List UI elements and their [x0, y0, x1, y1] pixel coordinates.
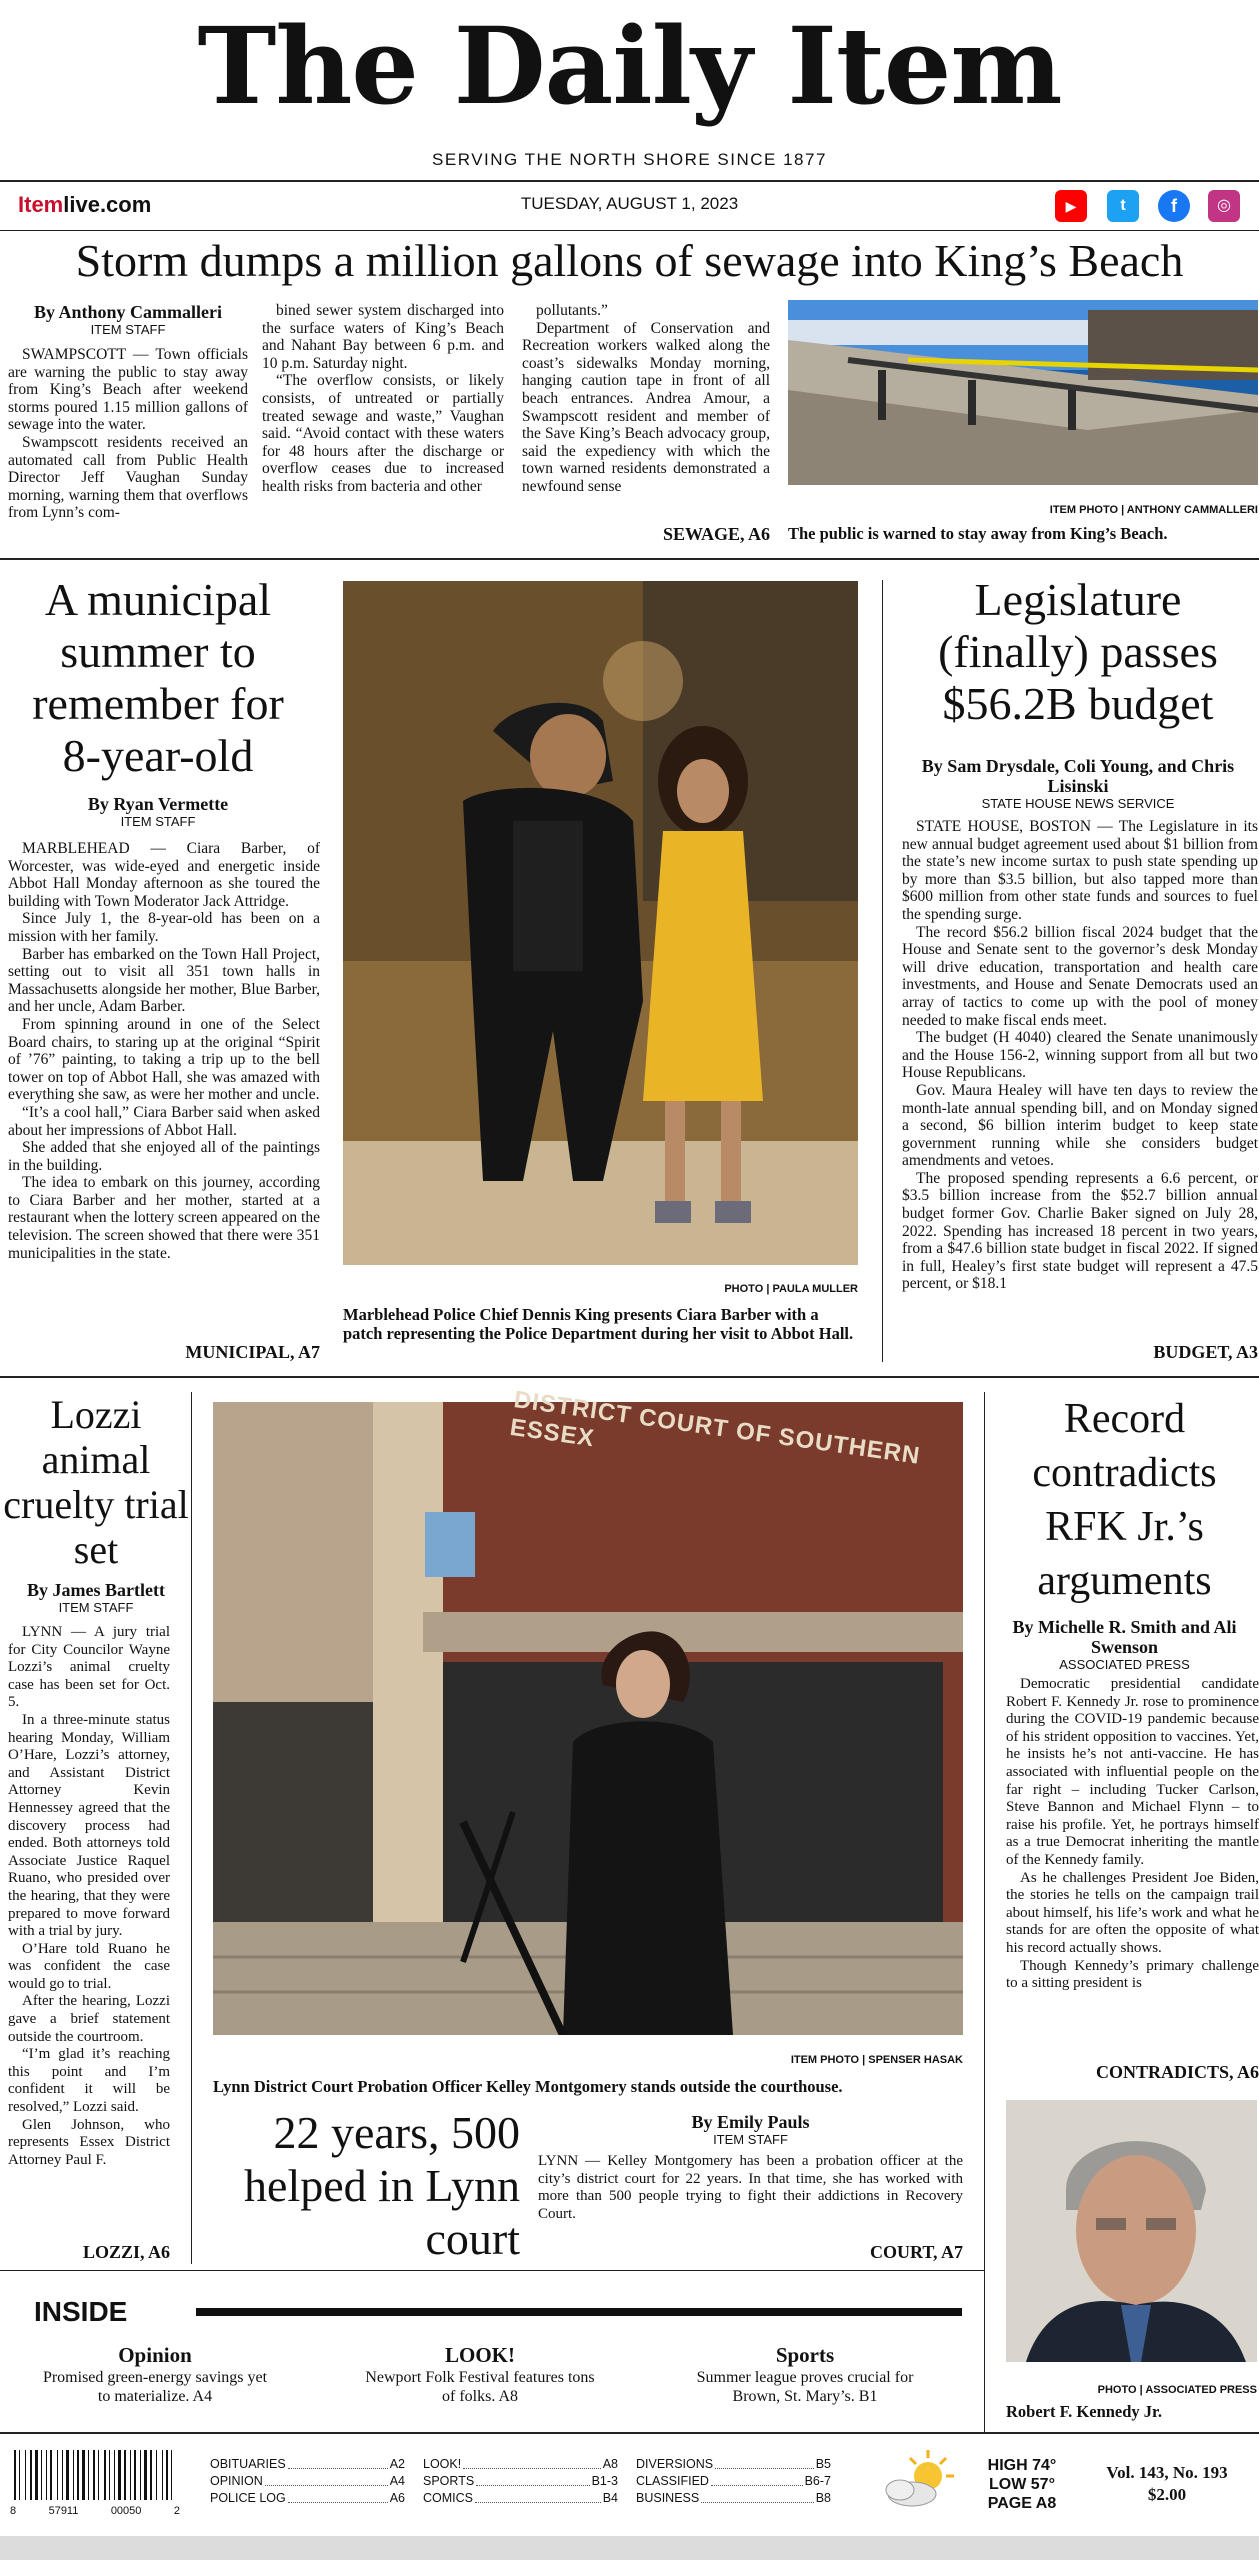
municipal-body: MARBLEHEAD — Ciara Barber, of Worcester, was wide-eyed and energetic inside Abbot Hall Monday afternoon as she toured the building with Town Moderator Jack Attridge. Since July 1, the 8-year-old has been on a mission with her family. Barber has embarked on the Town Hall Project, setting out to visit all 351 town halls in Massachusetts alongside her mother, Blue Barber, and her uncle, Adam Barber. From spinning around in one of the Select Board chairs, to staring up at the original “Spirit of ’76” painting, to taking a trip up to the bell tower on top of Abbot Hall, she was amazed with everything she saw, as were her mother and uncle. “It’s a cool hall,” Ciara Barber said when asked about her impressions of Abbot Hall. She added that she enjoyed all of the paintings in the building. The idea to embark on this journey, according to Ciara Barber and her mother, started at a restaurant when the lottery screen appeared on the television. The screen showed that there were 351 municipalities in the state.: [8, 840, 320, 1262]
youtube-icon[interactable]: ▶: [1055, 190, 1087, 222]
index-diversions[interactable]: DIVERSIONS B5: [636, 2457, 831, 2471]
lead-column-3: pollutants.” Department of Conservation and Recreation workers walked along the coast’s sidewalks Monday morning, hanging caution tape in front of all beach entrances. Andrea Amour, a Swampscott resident and member of the Save King’s Beach advocacy group, said the expediency with which the town warned residents demonstrated a newfound sense: [522, 302, 770, 495]
index-sports[interactable]: SPORTS B1-3: [423, 2474, 618, 2488]
facebook-icon[interactable]: f: [1158, 190, 1190, 222]
municipal-headline[interactable]: A municipal summer to remember for 8-year-old: [32, 574, 284, 781]
weather-summary[interactable]: [972, 2456, 1072, 2513]
volume-number: Vol. 143, No. 193: [1106, 2463, 1228, 2482]
barcode-bar: [73, 2450, 74, 2500]
lozzi-body: LYNN — A jury trial for City Councilor Wayne Lozzi’s animal cruelty case has been set for Oct. 5. In a three-minute status hearing Monday, William O’Hare, Lozzi’s attorney, and Assistant District Attorney Kevin Hennessey agreed that the discovery process had ended. Both attorneys told Associate Justice Raquel Ruano, who presided over the hearing, that they were prepared to move forward with a trial by jury. O’Hare told Ruano he was confident the case would go to trial. After the hearing, Lozzi gave a brief statement outside the courtroom. “I’m glad it’s reaching this point and I’m confident it will be resolved,” Lozzi said. Glen Johnson, who represents Essex District Attorney Paul F.: [8, 1624, 170, 2168]
rfk-headline[interactable]: Record contradicts RFK Jr.’s arguments: [1032, 1396, 1217, 1604]
barcode-bar: [118, 2450, 121, 2500]
barcode-bar: [19, 2450, 20, 2500]
barcode-bar: [46, 2450, 47, 2500]
tagline: SERVING THE NORTH SHORE SINCE 1877: [432, 150, 827, 169]
inside-item-look[interactable]: LOOK! Newport Folk Festival features tons of folks. A8: [365, 2343, 595, 2405]
lead-byline: By Anthony Cammalleri: [33, 302, 222, 322]
index-column-2: [423, 2456, 618, 2507]
inside-rule: [196, 2308, 962, 2316]
municipal-byline-title: ITEM STAFF: [120, 814, 196, 829]
budget-byline-title: STATE HOUSE NEWS SERVICE: [981, 796, 1175, 811]
lead-photo-credit: ITEM PHOTO | ANTHONY CAMMALLERI: [1049, 504, 1258, 516]
price: $2.00: [1147, 2485, 1187, 2504]
barcode-bar: [171, 2450, 172, 2500]
barcode-bar: [14, 2450, 16, 2500]
municipal-caption: Marblehead Police Chief Dennis King presents Ciara Barber with a patch representing the Police Department during her visit to Abbot Hall.: [343, 1305, 854, 1343]
index-classified[interactable]: CLASSIFIED B6-7: [636, 2474, 831, 2488]
weather-high: HIGH 74°: [987, 2457, 1057, 2474]
budget-body: STATE HOUSE, BOSTON — The Legislature in its new annual budget agreement used about $1 billion from the state’s new income surtax to push state spending up by more than $3.5 billion, but also tapped more than $600 million from other state funds and sources to fuel the spending surge. The record $56.2 billion fiscal 2024 budget that the House and Senate sent to the governor’s desk Monday will drive education, transportation and health care investments, and House and Senate Democrats used an array of tactics to come up with the pool of money needed to make fiscal ends meet. The budget (H 4040) cleared the Senate unanimously and the House 156-2, winning support from all but two House Republicans. Gov. Maura Healey will have ten days to review the month-late annual spending bill, and on Monday signed a second, $6 billion interim budget to keep state government running while she considers budget amendments and vetoes. The proposed spending represents a 6.6 percent, or $3.5 billion increase from the $52.7 billion annual budget former Gov. Charlie Baker signed on July 28, 2022. Spending has increased 18 percent in two years, from a $47.6 billion state budget in fiscal 2022. If signed in full, Healey’s first state budget will represent a 47.5 percent, or $18.1: [902, 818, 1258, 1293]
court-headline[interactable]: 22 years, 500 helped in Lynn court: [244, 2107, 520, 2264]
lead-column-2: bined sewer system discharged into the surface waters of King’s Beach and Nahant Bay between 6 p.m. and 10 p.m. Saturday night. “The overflow consists, or likely consists, of untreated or partially treated sewage and waste,” Vaughan said. “Avoid contact with these waters for 48 hours after the discharge or overflow ceases due to increased health risks from bacteria and other: [262, 302, 504, 495]
index-opinion[interactable]: OPINION A4: [210, 2474, 405, 2488]
lozzi-jump[interactable]: LOZZI, A6: [82, 2242, 170, 2262]
rfk-caption: Robert F. Kennedy Jr.: [1006, 2402, 1162, 2421]
court-sign-text: DISTRICT COURT OF SOUTHERN ESSEX: [508, 1386, 922, 1470]
lead-column-1: SWAMPSCOTT — Town officials are warning the public to stay away from King’s Beach after weekend storms poured 1.15 million gallons of sewage into the water. Swampscott residents received an automated call from Public Health Director Jeff Vaughan Sunday morning, warning them that overflows from Lynn’s com-: [8, 346, 248, 522]
lead-byline-title: ITEM STAFF: [90, 322, 166, 337]
index-comics[interactable]: COMICS B4: [423, 2491, 618, 2505]
barcode-bar: [144, 2450, 147, 2500]
partly-sunny-icon: [880, 2446, 960, 2512]
index-look[interactable]: LOOK! A8: [423, 2457, 618, 2471]
lozzi-byline: By James Bartlett: [27, 1580, 165, 1600]
court-byline-title: ITEM STAFF: [713, 2132, 788, 2147]
barcode-bar: [140, 2450, 141, 2500]
court-body: LYNN — Kelley Montgomery has been a probation officer at the city’s district court for 22 years. In that time, she has worked with more than 500 people trying to fight their addictions in Recovery Court.: [538, 2153, 963, 2222]
courthouse-photo: [213, 1402, 963, 2035]
rfk-body: Democratic presidential candidate Robert F. Kennedy Jr. rose to prominence during the COVID-19 pandemic because of his strident opposition to vaccines. Yet, he insists he’s not anti-vaccine. He has associated with influential people on the far right – including Tucker Carlson, Steve Bannon and Michael Flynn – to raise his profile. Yet, he portrays himself as a true Democrat inheriting the mantle of the Kennedy family. As he challenges President Joe Biden, the stories he tells on the campaign trail about himself, his life’s work and what he stands for are often the opposite of what his record actually shows. Though Kennedy’s primary challenge to a sitting president is: [1006, 1676, 1259, 1992]
lead-headline[interactable]: Storm dumps a million gallons of sewage into King’s Beach: [75, 235, 1184, 286]
lozzi-byline-title: ITEM STAFF: [58, 1600, 134, 1615]
rfk-photo: [1006, 2100, 1257, 2362]
lead-jump[interactable]: SEWAGE, A6: [662, 524, 770, 544]
barcode-bar: [114, 2450, 115, 2500]
barcode-bar: [162, 2450, 163, 2500]
rfk-photo-credit: PHOTO | ASSOCIATED PRESS: [1097, 2384, 1257, 2396]
instagram-icon[interactable]: ◎: [1208, 190, 1240, 222]
index-obituaries[interactable]: OBITUARIES A2: [210, 2457, 405, 2471]
barcode-bar: [50, 2450, 52, 2500]
index-police-log[interactable]: POLICE LOG A6: [210, 2491, 405, 2505]
page-bottom-band: [0, 2536, 1259, 2560]
barcode-bar: [57, 2450, 58, 2500]
barcode-bar: [156, 2450, 157, 2500]
court-jump[interactable]: COURT, A7: [869, 2242, 963, 2262]
site-logo-link[interactable]: Itemlive.com: [18, 192, 152, 217]
barcode-bar: [62, 2450, 63, 2500]
municipal-byline: By Ryan Vermette: [87, 794, 229, 814]
inside-item-sports[interactable]: Sports Summer league proves crucial for Brown, St. Mary’s. B1: [696, 2343, 914, 2405]
barcode-bar: [130, 2450, 131, 2500]
index-column-1: [210, 2456, 405, 2507]
budget-jump[interactable]: BUDGET, A3: [1153, 1342, 1258, 1362]
barcode-bar: [104, 2450, 106, 2500]
barcode-bar: [150, 2450, 152, 2500]
barcode-bar: [35, 2450, 38, 2500]
barcode-bar: [66, 2450, 69, 2500]
court-photo-credit: ITEM PHOTO | SPENSER HASAK: [790, 2054, 963, 2066]
weather-page: PAGE A8: [987, 2495, 1057, 2512]
rfk-byline: By Michelle R. Smith and Ali Swenson: [1012, 1617, 1237, 1657]
municipal-photo-credit: PHOTO | PAULA MULLER: [724, 1283, 858, 1295]
budget-headline[interactable]: Legislature (finally) passes $56.2B budget: [938, 574, 1218, 729]
date-bar: [0, 182, 1259, 232]
municipal-jump[interactable]: MUNICIPAL, A7: [185, 1342, 320, 1362]
rfk-jump[interactable]: CONTRADICTS, A6: [1095, 2062, 1259, 2082]
kings-beach-photo: [788, 300, 1258, 485]
barcode-bar: [88, 2450, 89, 2500]
barcode-bar: [82, 2450, 85, 2500]
court-byline: By Emily Pauls: [691, 2112, 810, 2132]
barcode-bar: [98, 2450, 99, 2500]
police-chief-photo: [343, 581, 858, 1265]
barcode-bar: [109, 2450, 110, 2500]
budget-byline: By Sam Drysdale, Coli Young, and Chris Lisinski: [921, 756, 1235, 796]
lead-caption: The public is warned to stay away from King’s Beach.: [788, 524, 1168, 543]
barcode-bar: [166, 2450, 168, 2500]
inside-title: INSIDE: [34, 2296, 128, 2327]
court-caption: Lynn District Court Probation Officer Kelley Montgomery stands outside the courthouse.: [213, 2077, 843, 2096]
index-business[interactable]: BUSINESS B8: [636, 2491, 831, 2505]
barcode-bar: [134, 2450, 136, 2500]
issue-date: TUESDAY, AUGUST 1, 2023: [520, 194, 739, 213]
barcode-bar: [77, 2450, 79, 2500]
rfk-byline-title: ASSOCIATED PRESS: [1059, 1657, 1190, 1672]
barcode-bar: [93, 2450, 95, 2500]
barcode: 8 57911 00050 2: [10, 2450, 180, 2510]
masthead-title: The Daily Item: [197, 3, 1062, 128]
barcode-bar: [30, 2450, 32, 2500]
barcode-bar: [124, 2450, 126, 2500]
twitter-icon[interactable]: t: [1107, 190, 1139, 222]
inside-item-opinion[interactable]: Opinion Promised green-energy savings yet to materialize. A4: [42, 2343, 268, 2405]
weather-low: LOW 57°: [989, 2476, 1055, 2493]
lozzi-headline[interactable]: Lozzi animal cruelty trial set: [3, 1392, 189, 1572]
barcode-bar: [41, 2450, 42, 2500]
index-column-3: [636, 2456, 831, 2507]
barcode-bar: [25, 2450, 26, 2500]
